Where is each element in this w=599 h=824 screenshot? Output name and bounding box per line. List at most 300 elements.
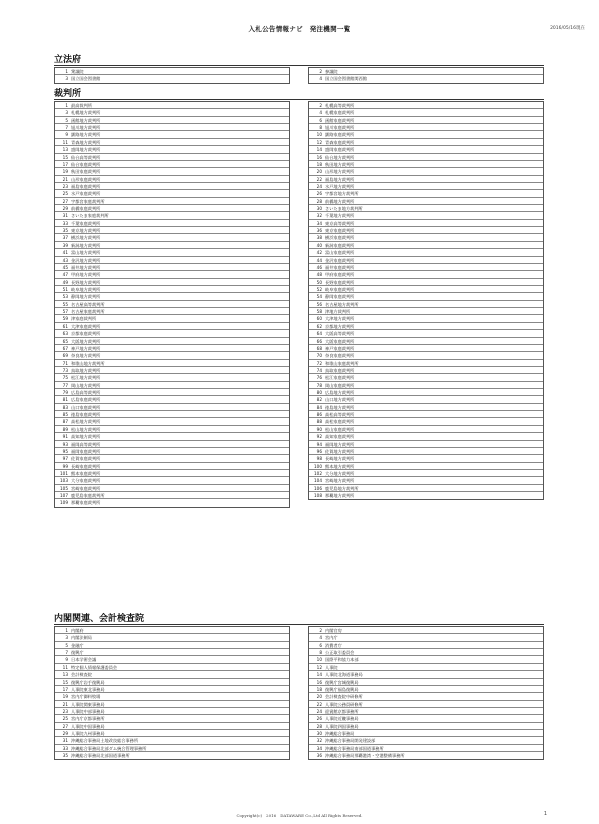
list-item bbox=[55, 642, 289, 649]
item-number: 57 bbox=[62, 309, 68, 315]
item-number: 27 bbox=[62, 723, 68, 729]
agency-name: 国立国会図書館関西館 bbox=[325, 76, 367, 82]
agency-name: 秋田地方裁判所 bbox=[325, 161, 355, 167]
item-number: 96 bbox=[316, 448, 322, 454]
item-number: 19 bbox=[62, 694, 68, 700]
agency-name: 内閣官房 bbox=[325, 628, 342, 633]
agency-name: 山形家庭裁判所 bbox=[71, 176, 101, 182]
list-item bbox=[309, 627, 543, 634]
item-number: 20 bbox=[316, 694, 322, 700]
agency-name: 仙台地方裁判所 bbox=[325, 154, 355, 160]
agency-name: 会計検査院中研修所 bbox=[325, 694, 363, 700]
list-item bbox=[309, 441, 543, 448]
agency-name: 福井家庭裁判所 bbox=[325, 264, 355, 270]
item-number: 9 bbox=[65, 132, 68, 138]
list-item bbox=[55, 649, 289, 656]
section-legislature bbox=[54, 55, 544, 84]
list-item bbox=[309, 634, 543, 641]
list-item bbox=[55, 146, 289, 153]
item-number: 105 bbox=[60, 485, 68, 491]
agency-name: 静岡地方裁判所 bbox=[71, 294, 101, 300]
agency-name: 長崎家庭裁判所 bbox=[71, 463, 101, 469]
list-item bbox=[55, 708, 289, 715]
agency-name: 日本学術会議 bbox=[71, 657, 97, 663]
list-item bbox=[309, 492, 543, 499]
agency-name: 前橋家庭裁判所 bbox=[71, 206, 101, 212]
list-item bbox=[55, 249, 289, 256]
item-number: 69 bbox=[62, 353, 68, 359]
agency-name: 奈良家庭裁判所 bbox=[325, 353, 355, 359]
agency-name: 大阪地方裁判所 bbox=[71, 338, 101, 344]
item-number: 31 bbox=[62, 213, 68, 219]
agency-name: 旭川地方裁判所 bbox=[71, 125, 101, 131]
agency-name: 松江家庭裁判所 bbox=[325, 375, 355, 381]
item-number: 30 bbox=[316, 206, 322, 212]
list-item bbox=[55, 257, 289, 264]
agency-name: 京都地方裁判所 bbox=[325, 323, 355, 329]
agency-name: 人事院公務員研修所 bbox=[325, 701, 363, 707]
item-number: 29 bbox=[62, 206, 68, 212]
agency-name: 大分家庭裁判所 bbox=[71, 478, 101, 484]
agency-name: 新潟家庭裁判所 bbox=[325, 242, 355, 248]
item-number: 86 bbox=[316, 412, 322, 418]
item-number: 107 bbox=[60, 493, 68, 499]
agency-name: 沖縄総合事務局那覇港湾・空港整備事務所 bbox=[325, 753, 405, 759]
list-item bbox=[55, 418, 289, 425]
agency-name: 松山地方裁判所 bbox=[71, 426, 101, 432]
agency-name: 横浜家庭裁判所 bbox=[325, 235, 355, 241]
agency-name: 札幌家庭裁判所 bbox=[325, 110, 355, 116]
list-item bbox=[55, 301, 289, 308]
right-column bbox=[308, 67, 544, 84]
item-number: 14 bbox=[316, 147, 322, 153]
agency-name: 長野家庭裁判所 bbox=[325, 279, 355, 285]
agency-name: 福岡地方裁判所 bbox=[325, 441, 355, 447]
agency-name: 広島地方裁判所 bbox=[325, 390, 355, 396]
list-item bbox=[55, 426, 289, 433]
item-number: 90 bbox=[316, 426, 322, 432]
item-number: 35 bbox=[62, 753, 68, 759]
item-number: 78 bbox=[316, 382, 322, 388]
item-number: 21 bbox=[62, 701, 68, 707]
list-item bbox=[55, 109, 289, 116]
agency-name: 熊本地方裁判所 bbox=[325, 463, 355, 469]
list-item bbox=[55, 154, 289, 161]
item-number: 92 bbox=[316, 434, 322, 440]
list-item bbox=[309, 68, 543, 75]
item-number: 97 bbox=[62, 456, 68, 462]
agency-name: 千葉地方裁判所 bbox=[325, 213, 355, 219]
agency-name: 人事院北海道事務局 bbox=[325, 672, 363, 678]
item-number: 4 bbox=[319, 635, 322, 641]
item-number: 48 bbox=[316, 272, 322, 278]
item-number: 61 bbox=[62, 323, 68, 329]
item-number: 1 bbox=[65, 69, 68, 74]
list-item bbox=[309, 367, 543, 374]
agency-name: 宮崎地方裁判所 bbox=[325, 478, 355, 484]
agency-name: 人事院中部事務局 bbox=[71, 708, 105, 714]
item-number: 89 bbox=[62, 426, 68, 432]
agency-name: 鹿児島地方裁判所 bbox=[325, 485, 359, 491]
list-item bbox=[55, 205, 289, 212]
agency-name: 佐賀地方裁判所 bbox=[325, 448, 355, 454]
item-number: 109 bbox=[60, 500, 68, 506]
agency-name: 東京家庭裁判所 bbox=[325, 228, 355, 234]
item-number: 79 bbox=[62, 390, 68, 396]
item-number: 95 bbox=[62, 448, 68, 454]
item-number: 47 bbox=[62, 272, 68, 278]
item-number: 93 bbox=[62, 441, 68, 447]
list-item bbox=[309, 463, 543, 470]
item-number: 53 bbox=[62, 294, 68, 300]
list-item bbox=[309, 671, 543, 678]
agency-name: 復興庁 bbox=[71, 650, 84, 656]
item-number: 24 bbox=[316, 708, 322, 714]
list-item bbox=[309, 426, 543, 433]
agency-name: 徳島家庭裁判所 bbox=[71, 412, 101, 418]
item-number: 94 bbox=[316, 441, 322, 447]
list-item bbox=[55, 198, 289, 205]
agency-name: 沖縄総合事務局土地改良総合事務所 bbox=[71, 738, 139, 744]
agency-name: 札幌高等裁判所 bbox=[325, 103, 355, 108]
section-cabinet-audit bbox=[54, 614, 544, 760]
item-number: 13 bbox=[62, 147, 68, 153]
list-item bbox=[55, 308, 289, 315]
item-number: 52 bbox=[316, 286, 322, 292]
list-item bbox=[309, 723, 543, 730]
agency-name: 広島家庭裁判所 bbox=[71, 397, 101, 403]
list-item bbox=[55, 745, 289, 752]
list-item bbox=[309, 242, 543, 249]
agency-name: さいたま地方裁判所 bbox=[325, 206, 363, 212]
list-item bbox=[55, 338, 289, 345]
list-item bbox=[309, 205, 543, 212]
list-item bbox=[55, 382, 289, 389]
agency-name: 高松家庭裁判所 bbox=[325, 419, 355, 425]
list-item bbox=[309, 701, 543, 708]
agency-name: 岡山地方裁判所 bbox=[71, 382, 101, 388]
list-item bbox=[309, 433, 543, 440]
list-item bbox=[309, 249, 543, 256]
item-number: 75 bbox=[62, 375, 68, 381]
list-item bbox=[309, 212, 543, 219]
agency-name: 山形地方裁判所 bbox=[325, 169, 355, 175]
list-item bbox=[309, 198, 543, 205]
list-item bbox=[309, 649, 543, 656]
item-number: 1 bbox=[65, 103, 68, 108]
list-item bbox=[309, 234, 543, 241]
agency-name: 神戸家庭裁判所 bbox=[325, 345, 355, 351]
list-item bbox=[55, 183, 289, 190]
agency-name: 宮内庁 bbox=[325, 635, 338, 641]
agency-name: 神戸地方裁判所 bbox=[71, 345, 101, 351]
item-number: 8 bbox=[319, 650, 322, 656]
agency-name: 水戸家庭裁判所 bbox=[71, 191, 101, 197]
agency-name: 宮内庁御料牧場 bbox=[71, 694, 101, 700]
item-number: 85 bbox=[62, 412, 68, 418]
list-item bbox=[55, 345, 289, 352]
item-number: 100 bbox=[314, 463, 322, 469]
as-of-date: 2016/05/16現在 bbox=[550, 26, 585, 31]
list-item bbox=[55, 433, 289, 440]
item-number: 10 bbox=[316, 132, 322, 138]
item-number: 13 bbox=[62, 672, 68, 678]
agency-name: 岐阜地方裁判所 bbox=[71, 286, 101, 292]
item-number: 41 bbox=[62, 250, 68, 256]
item-number: 80 bbox=[316, 390, 322, 396]
agency-name: 福島家庭裁判所 bbox=[71, 183, 101, 189]
agency-name: 福井地方裁判所 bbox=[71, 264, 101, 270]
list-item bbox=[309, 730, 543, 737]
agency-name: 名古屋高等裁判所 bbox=[71, 301, 105, 307]
list-item bbox=[55, 752, 289, 759]
left-column bbox=[54, 101, 290, 508]
list-item bbox=[55, 315, 289, 322]
agency-name: 沖縄総合事務局北部国道事務所 bbox=[71, 753, 130, 759]
list-item bbox=[309, 190, 543, 197]
item-number: 12 bbox=[316, 139, 322, 145]
item-number: 46 bbox=[316, 264, 322, 270]
section-title: 立法府 bbox=[54, 55, 544, 66]
item-number: 8 bbox=[319, 125, 322, 131]
list-item bbox=[55, 693, 289, 700]
agency-name: 名古屋家庭裁判所 bbox=[71, 309, 105, 315]
agency-name: 金沢家庭裁判所 bbox=[325, 257, 355, 263]
item-number: 37 bbox=[62, 235, 68, 241]
item-number: 9 bbox=[65, 657, 68, 663]
list-item bbox=[309, 301, 543, 308]
list-item bbox=[55, 360, 289, 367]
list-item bbox=[309, 411, 543, 418]
agency-name: 青森家庭裁判所 bbox=[325, 139, 355, 145]
list-item bbox=[309, 279, 543, 286]
list-item bbox=[309, 418, 543, 425]
agency-name: 鹿児島家庭裁判所 bbox=[71, 493, 105, 499]
item-number: 17 bbox=[62, 686, 68, 692]
list-item bbox=[55, 161, 289, 168]
item-number: 88 bbox=[316, 419, 322, 425]
agency-name: 高松地方裁判所 bbox=[71, 419, 101, 425]
list-item bbox=[55, 374, 289, 381]
agency-name: 特定個人情報保護委員会 bbox=[71, 664, 118, 670]
item-number: 26 bbox=[316, 191, 322, 197]
section-courts bbox=[54, 89, 544, 508]
agency-name: 鳥取地方裁判所 bbox=[71, 367, 101, 373]
list-item bbox=[55, 463, 289, 470]
list-item bbox=[309, 389, 543, 396]
list-item bbox=[309, 338, 543, 345]
list-item bbox=[55, 455, 289, 462]
item-number: 24 bbox=[316, 183, 322, 189]
agency-name: 金沢地方裁判所 bbox=[71, 257, 101, 263]
list-item bbox=[309, 293, 543, 300]
agency-name: 仙台家庭裁判所 bbox=[71, 161, 101, 167]
agency-name: 津家庭裁判所 bbox=[71, 316, 97, 322]
agency-name: 徳島地方裁判所 bbox=[325, 404, 355, 410]
list-item bbox=[55, 212, 289, 219]
item-number: 33 bbox=[62, 745, 68, 751]
item-number: 27 bbox=[62, 198, 68, 204]
list-item bbox=[309, 286, 543, 293]
list-item bbox=[55, 737, 289, 744]
agency-name: 内閣府 bbox=[71, 628, 84, 633]
list-item bbox=[309, 323, 543, 330]
section-columns bbox=[54, 101, 544, 508]
list-item bbox=[309, 477, 543, 484]
list-item bbox=[309, 308, 543, 315]
agency-name: 釧路地方裁判所 bbox=[71, 132, 101, 138]
list-item bbox=[309, 117, 543, 124]
item-number: 7 bbox=[65, 125, 68, 131]
section-columns bbox=[54, 626, 544, 760]
list-item bbox=[55, 470, 289, 477]
item-number: 7 bbox=[65, 650, 68, 656]
list-item bbox=[55, 679, 289, 686]
list-item bbox=[55, 176, 289, 183]
agency-name: 岡山家庭裁判所 bbox=[325, 382, 355, 388]
item-number: 106 bbox=[314, 485, 322, 491]
item-number: 29 bbox=[62, 731, 68, 737]
list-item bbox=[309, 448, 543, 455]
agency-name: 仙台高等裁判所 bbox=[71, 154, 101, 160]
agency-name: 迎賓館京都事務所 bbox=[325, 708, 359, 714]
agency-name: 札幌地方裁判所 bbox=[71, 110, 101, 116]
item-number: 70 bbox=[316, 353, 322, 359]
item-number: 4 bbox=[319, 110, 322, 116]
agency-name: 京都家庭裁判所 bbox=[71, 331, 101, 337]
item-number: 45 bbox=[62, 264, 68, 270]
agency-name: 沖縄総合事務局南部国道事務所 bbox=[325, 745, 384, 751]
agency-name: 内閣法制局 bbox=[71, 635, 92, 641]
agency-name: 福島地方裁判所 bbox=[325, 176, 355, 182]
item-number: 65 bbox=[62, 338, 68, 344]
list-item bbox=[55, 367, 289, 374]
list-item bbox=[55, 220, 289, 227]
agency-name: 人事院四国事務局 bbox=[325, 723, 359, 729]
right-column bbox=[308, 626, 544, 760]
item-number: 16 bbox=[316, 154, 322, 160]
item-number: 32 bbox=[316, 213, 322, 219]
list-item bbox=[55, 293, 289, 300]
item-number: 26 bbox=[316, 716, 322, 722]
list-item bbox=[309, 330, 543, 337]
list-item bbox=[55, 234, 289, 241]
agency-name: 大阪家庭裁判所 bbox=[325, 338, 355, 344]
agency-name: 青森地方裁判所 bbox=[71, 139, 101, 145]
agency-name: 那覇地方裁判所 bbox=[325, 493, 355, 499]
list-item bbox=[309, 131, 543, 138]
item-number: 15 bbox=[62, 154, 68, 160]
item-number: 22 bbox=[316, 176, 322, 182]
item-number: 91 bbox=[62, 434, 68, 440]
list-item bbox=[309, 404, 543, 411]
list-item bbox=[55, 396, 289, 403]
agency-name: 熊本家庭裁判所 bbox=[71, 470, 101, 476]
list-item bbox=[55, 723, 289, 730]
item-number: 36 bbox=[316, 228, 322, 234]
item-number: 64 bbox=[316, 331, 322, 337]
list-item bbox=[309, 470, 543, 477]
item-number: 50 bbox=[316, 279, 322, 285]
agency-name: 水戸地方裁判所 bbox=[325, 183, 355, 189]
list-item bbox=[309, 109, 543, 116]
agency-name: 会計検査院 bbox=[71, 672, 92, 678]
page-number: 1 bbox=[543, 811, 547, 817]
item-number: 63 bbox=[62, 331, 68, 337]
list-item bbox=[55, 330, 289, 337]
agency-name: 広島高等裁判所 bbox=[71, 390, 101, 396]
item-number: 60 bbox=[316, 316, 322, 322]
list-item bbox=[55, 190, 289, 197]
agency-name: 宮崎家庭裁判所 bbox=[71, 485, 101, 491]
item-number: 19 bbox=[62, 169, 68, 175]
agency-name: 那覇家庭裁判所 bbox=[71, 500, 101, 506]
item-number: 76 bbox=[316, 375, 322, 381]
item-number: 21 bbox=[62, 176, 68, 182]
agency-name: 復興庁岩手復興局 bbox=[71, 679, 105, 685]
list-item bbox=[309, 455, 543, 462]
agency-name: 旭川家庭裁判所 bbox=[325, 125, 355, 131]
list-item bbox=[55, 102, 289, 109]
item-number: 28 bbox=[316, 723, 322, 729]
item-number: 17 bbox=[62, 161, 68, 167]
agency-name: 鳥取家庭裁判所 bbox=[325, 367, 355, 373]
item-number: 71 bbox=[62, 360, 68, 366]
item-number: 35 bbox=[62, 228, 68, 234]
list-item bbox=[309, 168, 543, 175]
agency-name: さいたま家庭裁判所 bbox=[71, 213, 109, 219]
list-item bbox=[55, 389, 289, 396]
list-item bbox=[309, 374, 543, 381]
list-item bbox=[55, 264, 289, 271]
item-number: 16 bbox=[316, 679, 322, 685]
item-number: 1 bbox=[65, 628, 68, 633]
agency-name: 甲府家庭裁判所 bbox=[325, 272, 355, 278]
agency-name: 宇都宮家庭裁判所 bbox=[71, 198, 105, 204]
list-item bbox=[309, 737, 543, 744]
agency-name: 前橋地方裁判所 bbox=[325, 198, 355, 204]
item-number: 81 bbox=[62, 397, 68, 403]
list-item bbox=[55, 323, 289, 330]
agency-name: 人事院 bbox=[325, 664, 338, 670]
item-number: 55 bbox=[62, 301, 68, 307]
agency-name: 福岡家庭裁判所 bbox=[71, 448, 101, 454]
agency-name: 復興庁宮城復興局 bbox=[325, 679, 359, 685]
agency-name: 福岡高等裁判所 bbox=[71, 441, 101, 447]
item-number: 2 bbox=[319, 628, 322, 633]
agency-name: 甲府地方裁判所 bbox=[71, 272, 101, 278]
left-column bbox=[54, 626, 290, 760]
list-item bbox=[55, 131, 289, 138]
list-item bbox=[309, 161, 543, 168]
list-item bbox=[309, 183, 543, 190]
item-number: 30 bbox=[316, 731, 322, 737]
agency-name: 長崎地方裁判所 bbox=[325, 456, 355, 462]
list-item bbox=[309, 679, 543, 686]
list-item bbox=[309, 154, 543, 161]
list-item bbox=[55, 139, 289, 146]
item-number: 68 bbox=[316, 345, 322, 351]
list-item bbox=[55, 168, 289, 175]
item-number: 34 bbox=[316, 220, 322, 226]
agency-name: 大分地方裁判所 bbox=[325, 470, 355, 476]
list-item bbox=[309, 227, 543, 234]
agency-name: 国際平和協力本部 bbox=[325, 657, 359, 663]
item-number: 40 bbox=[316, 242, 322, 248]
item-number: 5 bbox=[65, 117, 68, 123]
list-item bbox=[309, 485, 543, 492]
agency-name: 横浜地方裁判所 bbox=[71, 235, 101, 241]
